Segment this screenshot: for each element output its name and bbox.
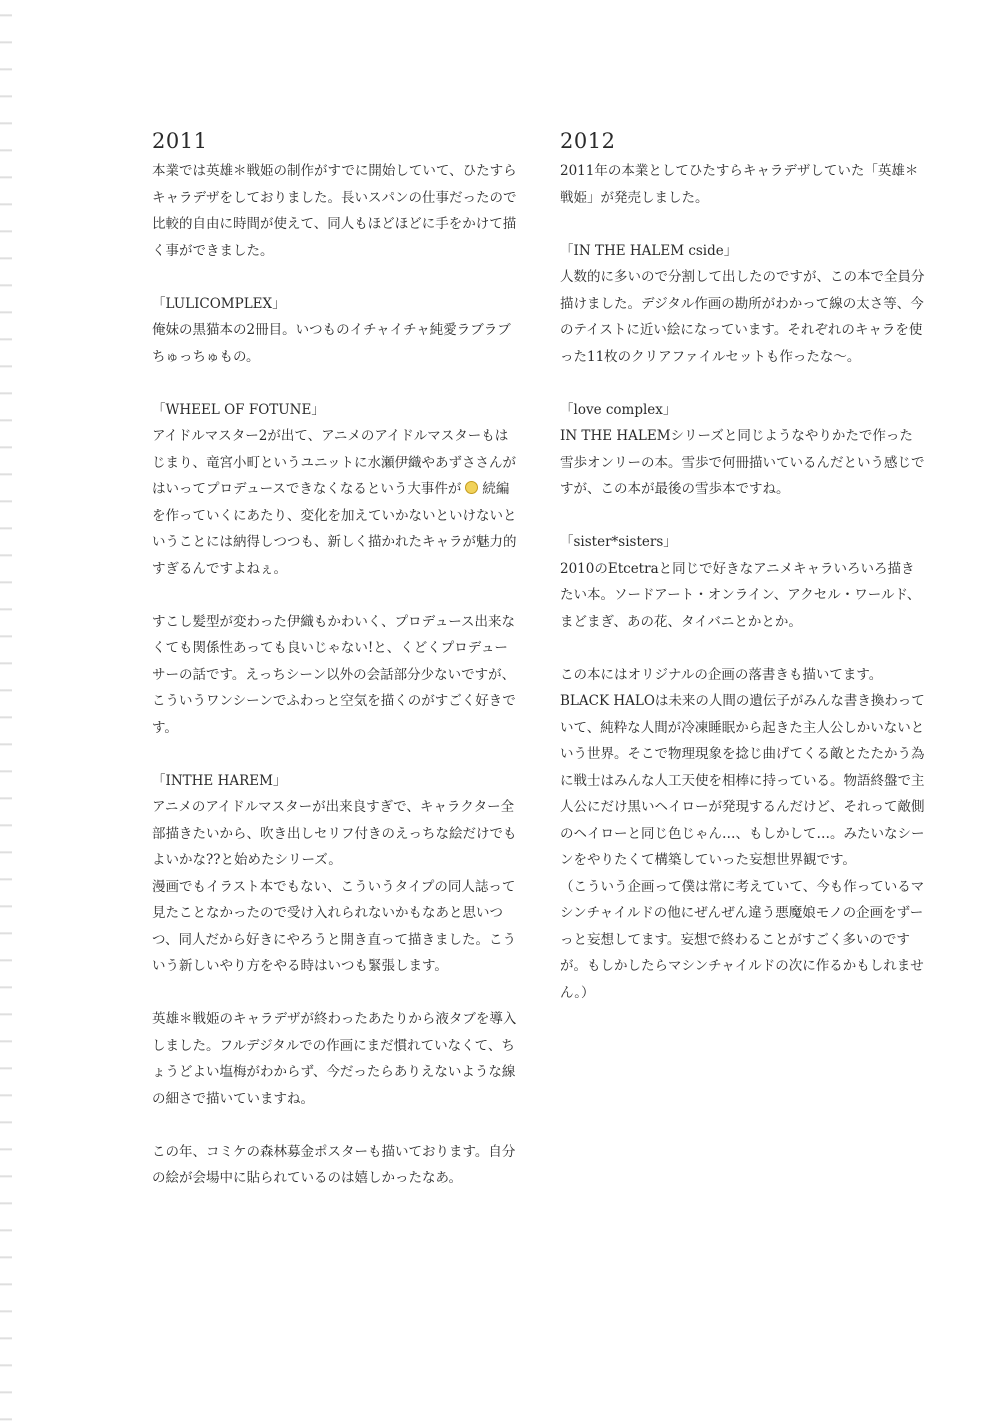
column-2012 — [560, 128, 925, 1006]
wheel-body-a: アイドルマスター2が出て、アニメのアイドルマスターもはじまり、竜宮小町というユニットに水瀬伊織やあずささんがはいってプロデュースできなくなるという大事件が — [152, 428, 516, 497]
intro-2011: 本業では英雄＊戦姫の制作がすでに開始していて、ひたすらキャラデザをしておりました。長いスパンの仕事だったので比較的自由に時間が使えて、同人もほどほどに手をかけて描く事ができました。 — [152, 163, 517, 259]
luli-title: 「LULICOMPLEX」 — [152, 295, 286, 312]
year-heading-2012: 2012 — [560, 129, 616, 153]
love-body: IN THE HALEMシリーズと同じようなやりかたで作った雪歩オンリーの本。雪歩で何冊描いているんだという感じですが、この本が最後の雪歩本ですね。 — [560, 428, 925, 497]
sister-title: 「sister*sisters」 — [560, 534, 677, 550]
intro-2012: 2011年の本業としてひたすらキャラデザしていた「英雄＊戦姫」が発売しました。 — [560, 163, 919, 206]
harem-body-1: アニメのアイドルマスターが出来良すぎで、キャラクター全部描きたいから、吹き出しセリフ付きのえっちな絵だけでもよいかな??と始めたシリーズ。 — [152, 799, 517, 868]
wheel-body — [152, 423, 517, 582]
love-title: 「love complex」 — [560, 401, 677, 418]
plan-body: （こういう企画って僕は常に考えていて、今も作っているマシンチャイルドの他にぜんぜん違う悪魔娘モノの企画をずーっと妄想してます。妄想で終わることがすごく多いのですが。もしかしたらマシンチャイルドの次に作るかもしれません。） — [560, 878, 925, 1001]
luli-body: 俺妹の黒猫本の2冊目。いつものイチャイチャ純愛ラブラブちゅっちゅもの。 — [152, 322, 511, 365]
harem-body-2: 漫画でもイラスト本でもない、こういうタイプの同人誌って見たことなかったので受け入れられないかもなあと思いつつ、同人だから好きにやろうと開き直って描きました。こういう新しいやり方をやる時はいつも緊張します。 — [152, 878, 516, 974]
sister-body: 2010のEtcetraと同じで好きなアニメキャラいろいろ描きたい本。ソードアート・オンライン、アクセル・ワールド、まどまぎ、あの花、タイバニとかとか。 — [560, 560, 921, 630]
halo-body: この本にはオリジナルの企画の落書きも描いてます。BLACK HALOは未来の人間の遺伝子がみんな書き換わっていて、純粋な人間が冷凍睡眠から起きた主人公しかいないという世界。そこで物理現象を捻じ曲げてくる敵とたたかう為に戦士はみんな人工天使を相棒に持っている。物語終盤で主人公にだけ黒いヘイローが発現するんだけど、それって敵側のヘイローと同じ色じゃん…、もしかして…。みたいなシーンをやりたくて構築していった妄想世界観です。 — [560, 666, 925, 868]
cside-title: 「IN THE HALEM cside」 — [560, 242, 738, 259]
binding-edge — [0, 0, 12, 1425]
harem-title: 「INTHE HAREM」 — [152, 772, 287, 789]
year-heading-2011: 2011 — [152, 129, 208, 153]
wheel-body-b: 続編を作っていくにあたり、変化を加えていかないといけないということには納得しつつも、新しく描かれたキャラが魅力的すぎるんですよねぇ。 — [152, 481, 517, 577]
cside-body: 人数的に多いので分割して出したのですが、この本で全員分描けました。デジタル作画の勘所がわかって線の太さ等、今のテイストに近い絵になっています。それぞれのキャラを使った11枚のクリアファイルセットも作ったな〜。 — [560, 269, 925, 365]
wheel-title: 「WHEEL OF FOTUNE」 — [152, 401, 325, 418]
smiling-face-icon — [465, 481, 478, 494]
poster-body: この年、コミケの森林募金ポスターも描いております。自分の絵が会場中に貼られているのは嬉しかったなあ。 — [152, 1143, 516, 1186]
hair-body: すこし髪型が変わった伊織もかわいく、プロデュース出来なくても関係性あっても良いじゃない!と、くどくプロデューサーの話です。えっちシーン以外の会話部分少ないですが、こういうワンシーンでふわっと空気を描くのがすごく好きです。 — [152, 613, 516, 736]
column-2011 — [152, 128, 517, 1192]
tab-body: 英雄＊戦姫のキャラデザが終わったあたりから液タブを導入しました。フルデジタルでの作画にまだ慣れていなくて、ちょうどよい塩梅がわからず、今だったらありえないような線の細さで描いていますね。 — [152, 1011, 517, 1107]
